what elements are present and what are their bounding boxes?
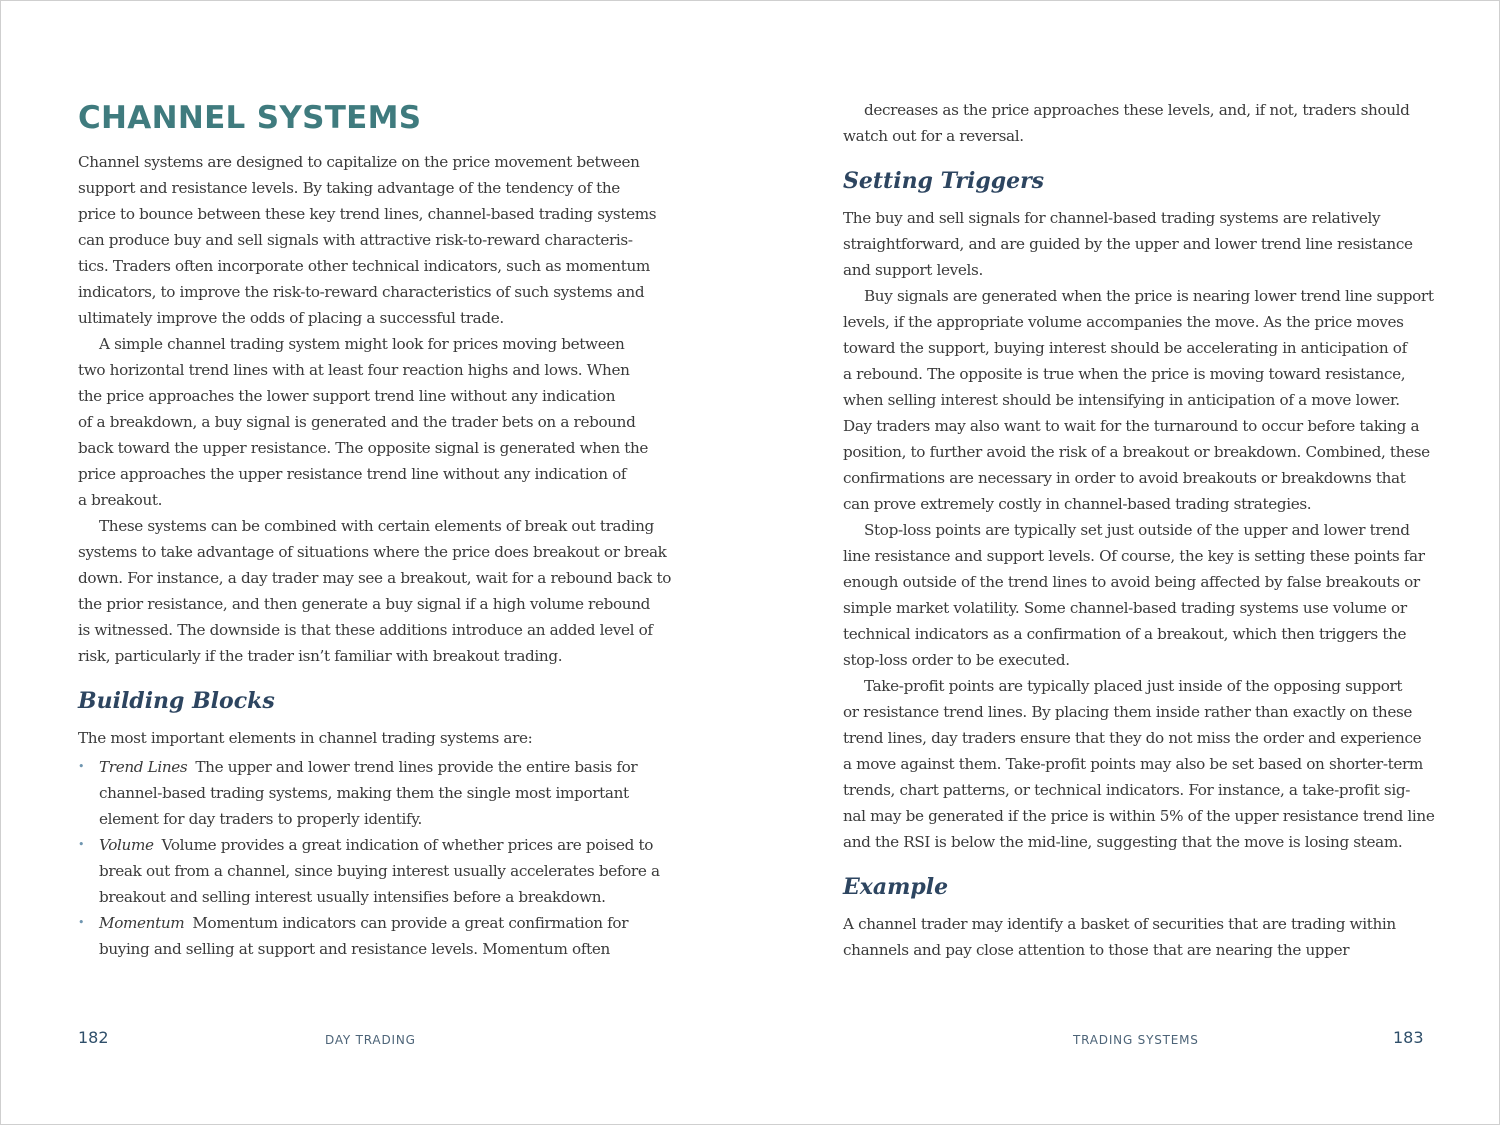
bullet-text: element for day traders to properly identify. (99, 810, 422, 828)
text-line: watch out for a reversal. (843, 127, 1024, 145)
text-line: support and resistance levels. By taking advantage of the tendency of the (78, 179, 620, 197)
chapter-title: CHANNEL SYSTEMS (78, 100, 422, 136)
text-line: indicators, to improve the risk-to-reward characteristics of such systems and (78, 283, 645, 301)
text-line: systems to take advantage of situations where the price does breakout or break (78, 543, 667, 561)
bullet-text: Volume provides a great indication of whether prices are poised to (161, 836, 654, 854)
bullet-icon: • (78, 760, 85, 773)
text-line (78, 936, 678, 962)
bullet-list (78, 754, 678, 962)
page-number-left: 182 (78, 1028, 109, 1047)
text-line: A simple channel trading system might look for prices moving between (99, 335, 625, 353)
page-number-right: 183 (1393, 1028, 1424, 1047)
bullet-term: Trend Lines (99, 758, 188, 776)
text-line: risk, particularly if the trader isn’t familiar with breakout trading. (78, 647, 563, 665)
text-line: the prior resistance, and then generate a buy signal if a high volume rebound (78, 595, 651, 613)
text-line (78, 806, 678, 832)
text-line: price to bounce between these key trend lines, channel-based trading systems (78, 205, 657, 223)
paragraph (843, 911, 1433, 963)
paragraph (843, 283, 1433, 517)
bullet-text: buying and selling at support and resistance levels. Momentum often (99, 940, 610, 958)
paragraph (78, 331, 678, 513)
text-line (78, 754, 678, 780)
bullet-text: The upper and lower trend lines provide the entire basis for (195, 758, 638, 776)
paragraph (843, 517, 1433, 673)
text-line: price approaches the upper resistance trend line without any indication of (78, 465, 627, 483)
text-line: A channel trader may identify a basket of securities that are trading within (843, 915, 1396, 933)
text-line: technical indicators as a confirmation of a breakout, which then triggers the (843, 625, 1407, 643)
bullet-text: Momentum indicators can provide a great confirmation for (192, 914, 629, 932)
right-page-column (843, 97, 1433, 963)
text-line (78, 780, 678, 806)
text-line: can produce buy and sell signals with attractive risk-to-reward characteris- (78, 231, 633, 249)
section-heading: Building Blocks (78, 688, 275, 714)
list-item (78, 754, 678, 832)
text-line: ultimately improve the odds of placing a successful trade. (78, 309, 504, 327)
text-line: a rebound. The opposite is true when the price is moving toward resistance, (843, 365, 1406, 383)
bullet-text: breakout and selling interest usually intensifies before a breakdown. (99, 888, 606, 906)
text-line: Buy signals are generated when the price is nearing lower trend line support (864, 287, 1434, 305)
text-line: Channel systems are designed to capitalize on the price movement between (78, 153, 640, 171)
bullet-icon: • (78, 838, 85, 851)
text-line (78, 858, 678, 884)
text-line: nal may be generated if the price is within 5% of the upper resistance trend line (843, 807, 1435, 825)
section-heading: Setting Triggers (843, 168, 1045, 194)
paragraph (843, 97, 1433, 149)
paragraph (78, 513, 678, 669)
text-line: two horizontal trend lines with at least four reaction highs and lows. When (78, 361, 630, 379)
bullet-text: break out from a channel, since buying interest usually accelerates before a (99, 862, 660, 880)
text-line: straightforward, and are guided by the upper and lower trend line resistance (843, 235, 1413, 253)
bullet-term: Volume (99, 836, 154, 854)
text-line: Day traders may also want to wait for the turnaround to occur before taking a (843, 417, 1420, 435)
text-line (78, 832, 678, 858)
left-page-column (78, 149, 678, 962)
text-line: trend lines, day traders ensure that they do not miss the order and experience (843, 729, 1422, 747)
text-line: These systems can be combined with certain elements of break out trading (99, 517, 654, 535)
text-line: can prove extremely costly in channel-based trading strategies. (843, 495, 1312, 513)
text-line: simple market volatility. Some channel-based trading systems use volume or (843, 599, 1407, 617)
text-line: stop-loss order to be executed. (843, 651, 1070, 669)
text-line (78, 884, 678, 910)
text-line: tics. Traders often incorporate other technical indicators, such as momentum (78, 257, 650, 275)
text-line: confirmations are necessary in order to avoid breakouts or breakdowns that (843, 469, 1406, 487)
paragraph (78, 725, 678, 751)
paragraph (78, 149, 678, 331)
text-line: position, to further avoid the risk of a breakout or breakdown. Combined, these (843, 443, 1430, 461)
bullet-text: channel-based trading systems, making them the single most important (99, 784, 629, 802)
text-line: channels and pay close attention to those that are nearing the upper (843, 941, 1350, 959)
bullet-term: Momentum (99, 914, 185, 932)
text-line: toward the support, buying interest should be accelerating in anticipation of (843, 339, 1407, 357)
text-line: of a breakdown, a buy signal is generated and the trader bets on a rebound (78, 413, 636, 431)
running-head-right: TRADING SYSTEMS (1073, 1033, 1199, 1047)
paragraph (843, 205, 1433, 283)
text-line (78, 910, 678, 936)
list-item (78, 910, 678, 962)
text-line: trends, chart patterns, or technical indicators. For instance, a take-profit sig- (843, 781, 1411, 799)
text-line: Stop-loss points are typically set just outside of the upper and lower trend (864, 521, 1410, 539)
text-line: levels, if the appropriate volume accompanies the move. As the price moves (843, 313, 1404, 331)
text-line: down. For instance, a day trader may see a breakout, wait for a rebound back to (78, 569, 672, 587)
text-line: or resistance trend lines. By placing them inside rather than exactly on these (843, 703, 1413, 721)
text-line: enough outside of the trend lines to avoid being affected by false breakouts or (843, 573, 1420, 591)
text-line: the price approaches the lower support trend line without any indication (78, 387, 616, 405)
text-line: The most important elements in channel trading systems are: (78, 729, 533, 747)
text-line: decreases as the price approaches these levels, and, if not, traders should (864, 101, 1410, 119)
text-line: back toward the upper resistance. The opposite signal is generated when the (78, 439, 649, 457)
bullet-icon: • (78, 916, 85, 929)
text-line: a move against them. Take-profit points may also be set based on shorter-term (843, 755, 1423, 773)
paragraph (843, 673, 1433, 855)
text-line: a breakout. (78, 491, 163, 509)
running-head-left: DAY TRADING (325, 1033, 416, 1047)
text-line: is witnessed. The downside is that these additions introduce an added level of (78, 621, 653, 639)
text-line: when selling interest should be intensifying in anticipation of a move lower. (843, 391, 1400, 409)
section-heading: Example (843, 874, 949, 900)
text-line: Take-profit points are typically placed just inside of the opposing support (864, 677, 1403, 695)
text-line: and the RSI is below the mid-line, suggesting that the move is losing steam. (843, 833, 1403, 851)
text-line: and support levels. (843, 261, 983, 279)
text-line: line resistance and support levels. Of course, the key is setting these points far (843, 547, 1425, 565)
text-line: The buy and sell signals for channel-based trading systems are relatively (843, 209, 1381, 227)
list-item (78, 832, 678, 910)
